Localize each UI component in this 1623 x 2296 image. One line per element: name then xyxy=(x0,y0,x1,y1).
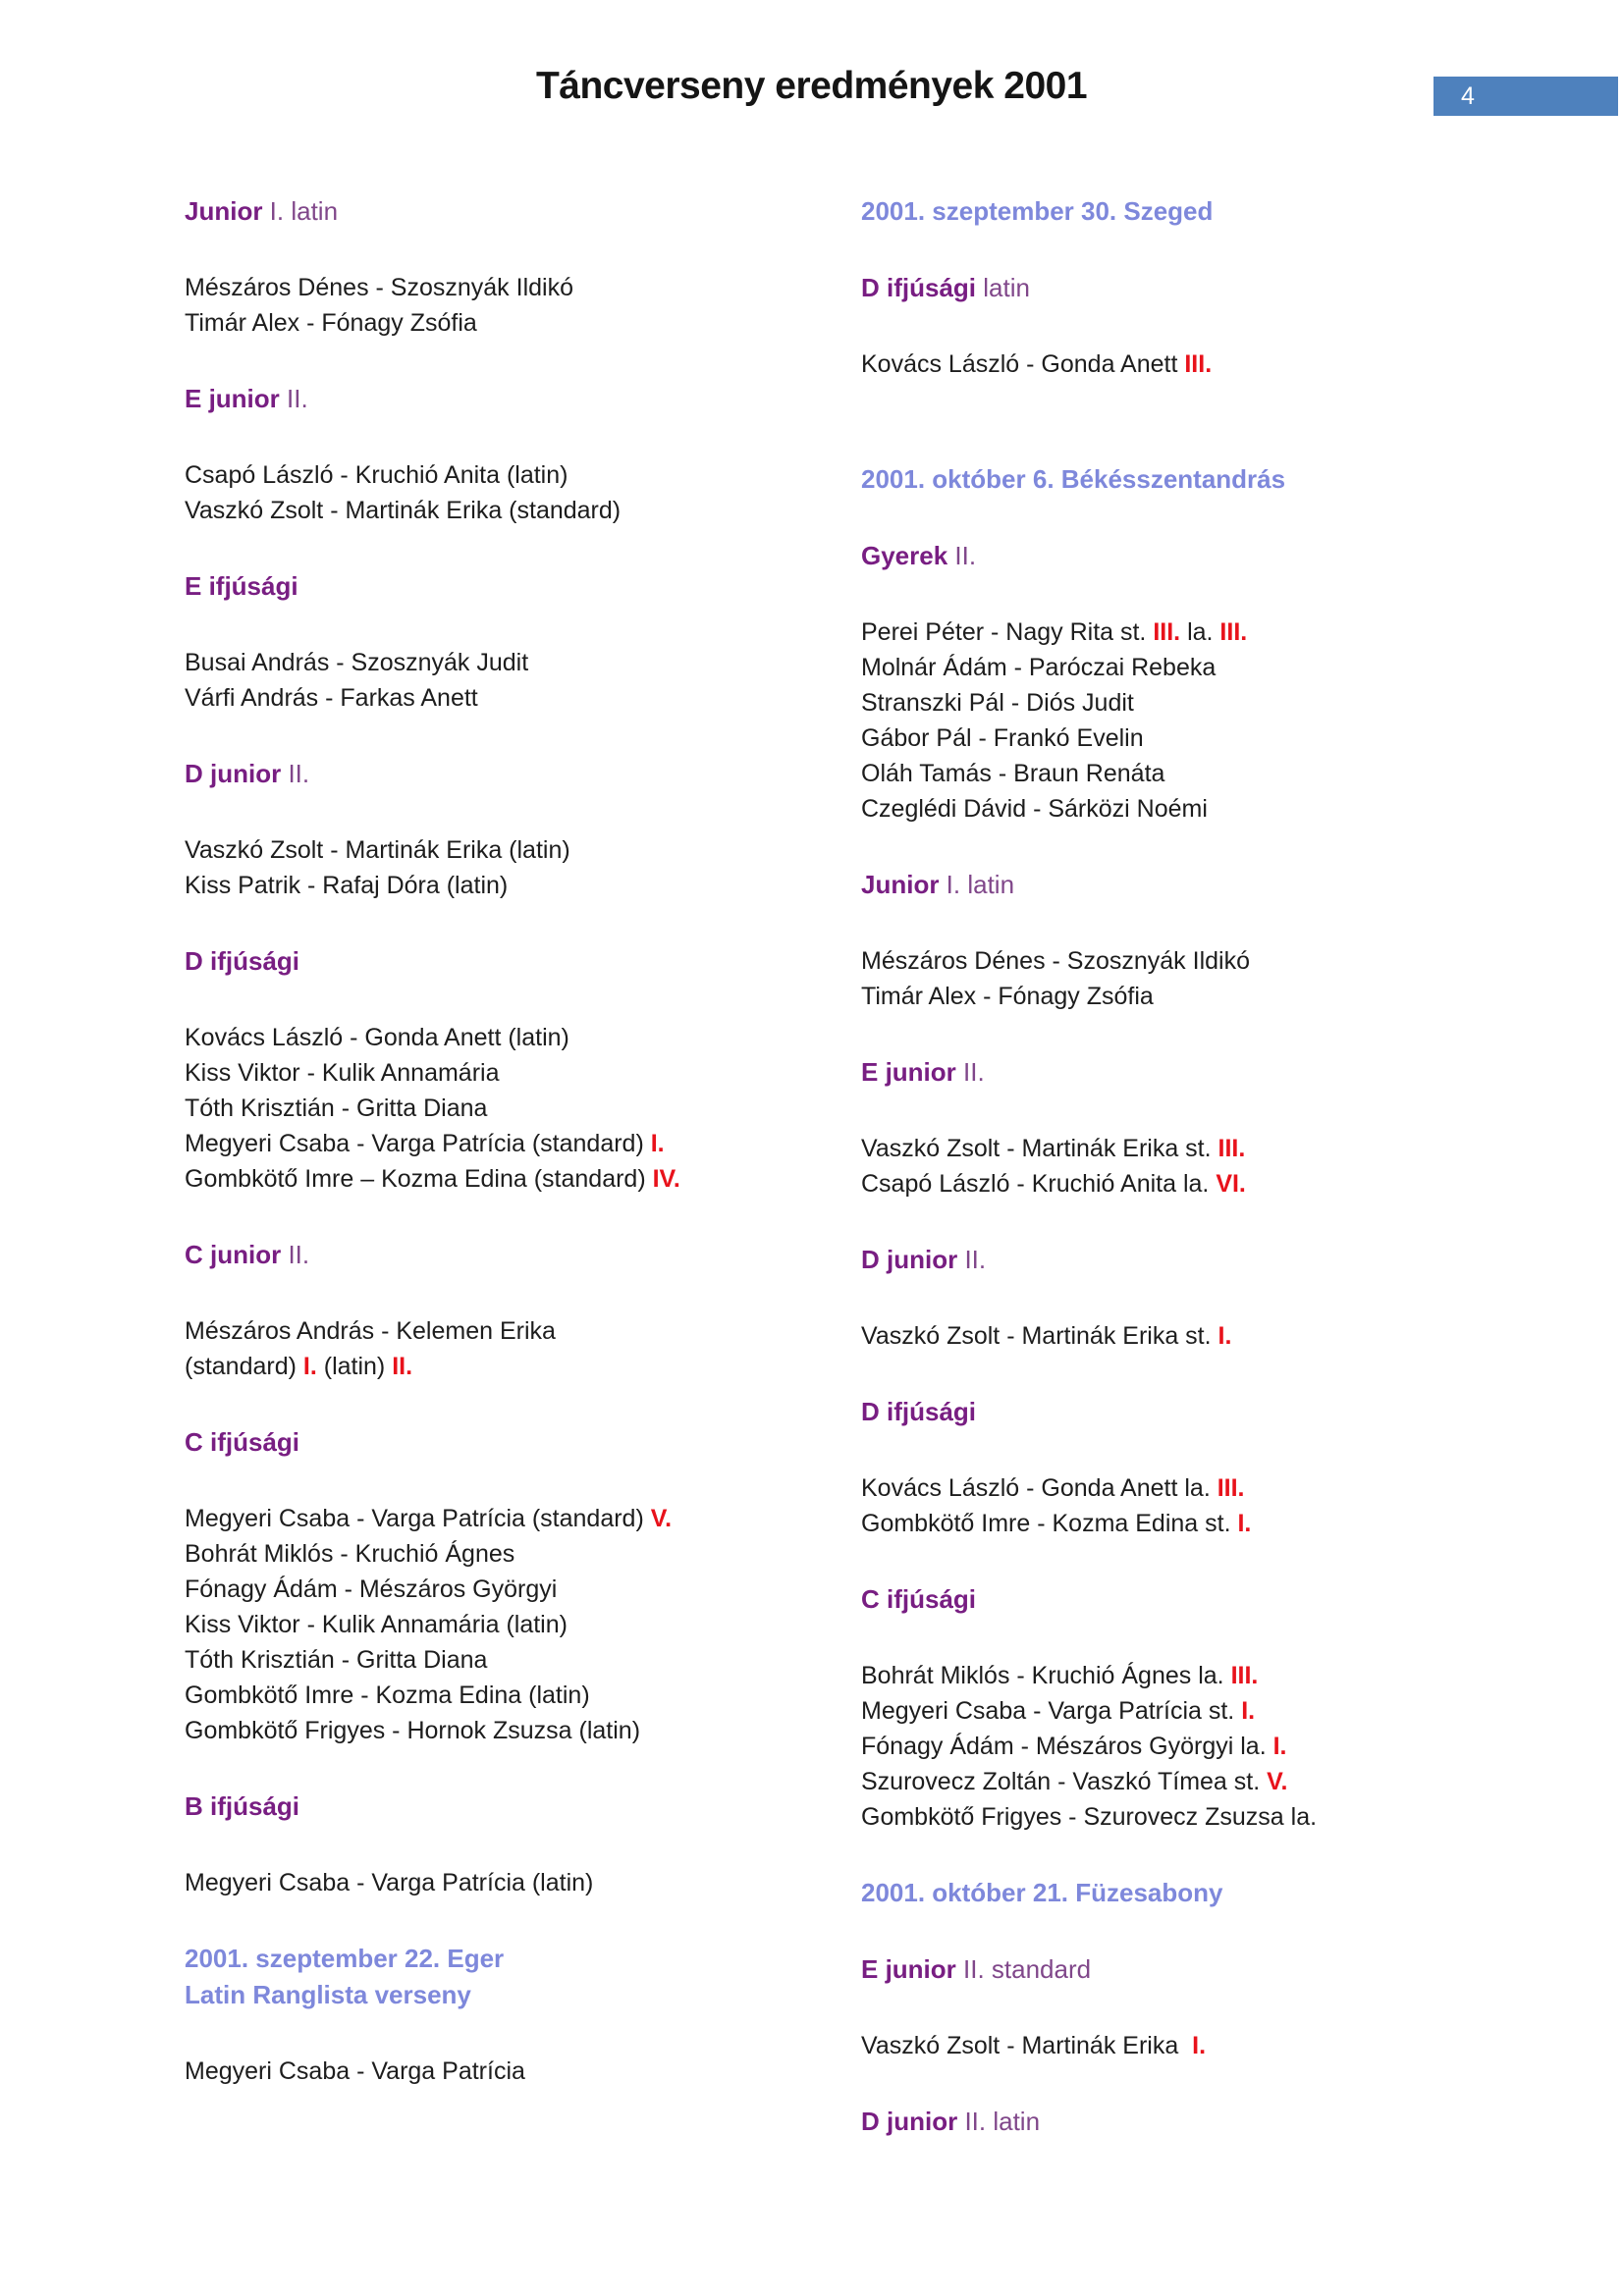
text-line xyxy=(861,193,1529,230)
event-date-heading xyxy=(861,193,1529,230)
text-line xyxy=(185,568,852,605)
placement-result: I. xyxy=(1192,2032,1207,2059)
heading-strong-text: D junior xyxy=(861,1245,965,1274)
text-line xyxy=(185,645,852,680)
text-line xyxy=(185,1941,852,1977)
category-heading xyxy=(861,867,1529,903)
text-line xyxy=(185,1977,852,2013)
placement-result: II. xyxy=(392,1353,413,1380)
text-line xyxy=(861,791,1529,827)
couple-text: Mészáros Dénes - Szosznyák Ildikó xyxy=(185,274,573,301)
category-heading xyxy=(185,1237,852,1273)
text-line xyxy=(185,1424,852,1461)
event-date-text: 2001. október 21. Füzesabony xyxy=(861,1878,1223,1907)
heading-light-text: II. xyxy=(288,1240,310,1269)
text-line xyxy=(861,867,1529,903)
event-date-text: 2001. szeptember 22. Eger xyxy=(185,1944,505,1973)
heading-strong-text: C junior xyxy=(185,1240,289,1269)
text-line xyxy=(861,2028,1529,2063)
text-line xyxy=(185,1091,852,1126)
couple-text: Gombkötő Frigyes - Hornok Zsuzsa (latin) xyxy=(185,1717,641,1744)
couple-text: Vaszkó Zsolt - Martinák Erika (standard) xyxy=(185,497,622,524)
text-line xyxy=(861,1729,1529,1764)
text-line xyxy=(861,1658,1529,1693)
category-heading xyxy=(185,193,852,230)
placement-result: III. xyxy=(1219,618,1248,646)
results-paragraph xyxy=(861,943,1529,1014)
heading-strong-text: C ifjúsági xyxy=(185,1427,300,1457)
couple-text: Tóth Krisztián - Gritta Diana xyxy=(185,1646,488,1674)
text-line xyxy=(185,2054,852,2089)
couple-text: Czeglédi Dávid - Sárközi Noémi xyxy=(861,795,1208,823)
text-line xyxy=(185,1161,852,1197)
heading-light-text: II. xyxy=(954,541,977,570)
text-line xyxy=(185,1642,852,1678)
couple-text: Molnár Ádám - Paróczai Rebeka xyxy=(861,654,1217,681)
text-line xyxy=(185,832,852,868)
couple-text: Kiss Patrik - Rafaj Dóra (latin) xyxy=(185,872,509,899)
text-line xyxy=(861,538,1529,574)
category-heading xyxy=(185,381,852,417)
placement-result: III. xyxy=(1217,1135,1246,1162)
couple-text: Fónagy Ádám - Mészáros Györgyi la. xyxy=(861,1733,1273,1760)
results-paragraph xyxy=(861,1658,1529,1835)
couple-text: Mészáros Dénes - Szosznyák Ildikó xyxy=(861,947,1250,975)
couple-text: (standard) xyxy=(185,1353,303,1380)
results-paragraph xyxy=(185,1865,852,1900)
text-line xyxy=(185,1020,852,1055)
text-line xyxy=(185,756,852,792)
text-line xyxy=(861,461,1529,498)
results-paragraph xyxy=(185,1020,852,1197)
text-line xyxy=(861,756,1529,791)
heading-light-text: I. latin xyxy=(269,196,339,226)
heading-light-text: latin xyxy=(983,273,1030,302)
text-line xyxy=(185,1126,852,1161)
text-line xyxy=(861,1054,1529,1091)
results-paragraph xyxy=(861,2028,1529,2063)
column-left xyxy=(185,193,852,2129)
category-heading xyxy=(861,1054,1529,1091)
text-line xyxy=(861,1506,1529,1541)
text-line xyxy=(861,1875,1529,1911)
text-line xyxy=(185,1789,852,1825)
text-line xyxy=(185,493,852,528)
heading-strong-text: D ifjúsági xyxy=(861,273,984,302)
heading-strong-text: Junior xyxy=(185,196,270,226)
column-right xyxy=(861,193,1529,2180)
placement-result: III. xyxy=(1217,1474,1245,1502)
couple-text: la. xyxy=(1180,618,1220,646)
placement-result: I. xyxy=(1237,1510,1252,1537)
couple-text: Szurovecz Zoltán - Vaszkó Tímea st. xyxy=(861,1768,1268,1795)
results-paragraph xyxy=(185,1313,852,1384)
category-heading xyxy=(861,1951,1529,1988)
placement-result: VI. xyxy=(1216,1170,1246,1198)
text-line xyxy=(861,1693,1529,1729)
text-line xyxy=(861,1394,1529,1430)
placement-result: I. xyxy=(1272,1733,1287,1760)
couple-text: Oláh Tamás - Braun Renáta xyxy=(861,760,1165,787)
couple-text: (latin) xyxy=(316,1353,393,1380)
text-line xyxy=(185,1865,852,1900)
heading-strong-text: Junior xyxy=(861,870,947,899)
text-line xyxy=(185,1572,852,1607)
text-line xyxy=(861,1951,1529,1988)
couple-text: Kovács László - Gonda Anett (latin) xyxy=(185,1024,569,1051)
text-line xyxy=(185,943,852,980)
text-line xyxy=(861,1581,1529,1618)
heading-light-text: II. standard xyxy=(963,1954,1092,1984)
text-line xyxy=(185,457,852,493)
category-heading xyxy=(185,1424,852,1461)
heading-light-text: II. xyxy=(964,1245,987,1274)
placement-result: I. xyxy=(302,1353,317,1380)
couple-text: Megyeri Csaba - Varga Patrícia (standard) xyxy=(185,1130,651,1157)
text-line xyxy=(861,2104,1529,2140)
heading-light-text: II. xyxy=(963,1057,985,1087)
couple-text: Kiss Viktor - Kulik Annamária xyxy=(185,1059,500,1087)
page-title: Táncverseny eredmények 2001 xyxy=(535,65,1088,107)
category-heading xyxy=(185,1789,852,1825)
heading-strong-text: D junior xyxy=(185,759,289,788)
couple-text: Timár Alex - Fónagy Zsófia xyxy=(185,309,477,337)
results-paragraph xyxy=(185,832,852,903)
text-line xyxy=(185,1349,852,1384)
text-line xyxy=(185,1678,852,1713)
couple-text: Gombkötő Imre - Kozma Edina (latin) xyxy=(185,1682,590,1709)
category-heading xyxy=(185,943,852,980)
text-line xyxy=(185,1607,852,1642)
results-paragraph xyxy=(185,2054,852,2089)
placement-result: III. xyxy=(1153,618,1181,646)
text-line xyxy=(185,1313,852,1349)
category-heading xyxy=(185,756,852,792)
couple-text: Csapó László - Kruchió Anita la. xyxy=(861,1170,1217,1198)
text-line xyxy=(185,1055,852,1091)
category-heading xyxy=(185,568,852,605)
placement-result: III. xyxy=(1230,1662,1259,1689)
heading-strong-text: D ifjúsági xyxy=(861,1397,977,1426)
couple-text: Megyeri Csaba - Varga Patrícia (latin) xyxy=(185,1869,594,1896)
category-heading xyxy=(861,1242,1529,1278)
results-paragraph xyxy=(861,1318,1529,1354)
text-line xyxy=(861,270,1529,306)
placement-result: I. xyxy=(650,1130,665,1157)
category-heading xyxy=(861,270,1529,306)
text-line xyxy=(861,1764,1529,1799)
results-paragraph xyxy=(185,457,852,528)
heading-strong-text: B ifjúsági xyxy=(185,1791,300,1821)
heading-light-text: II. latin xyxy=(964,2107,1041,2136)
text-line xyxy=(185,193,852,230)
event-date-heading xyxy=(861,1875,1529,1911)
category-heading xyxy=(861,1394,1529,1430)
couple-text: Fónagy Ádám - Mészáros Györgyi xyxy=(185,1575,558,1603)
couple-text: Mészáros András - Kelemen Erika xyxy=(185,1317,556,1345)
text-line xyxy=(185,381,852,417)
results-paragraph xyxy=(185,270,852,341)
text-line xyxy=(861,1470,1529,1506)
couple-text: Megyeri Csaba - Varga Patrícia st. xyxy=(861,1697,1242,1725)
results-paragraph xyxy=(861,347,1529,382)
couple-text: Kovács László - Gonda Anett la. xyxy=(861,1474,1217,1502)
text-line xyxy=(861,979,1529,1014)
heading-strong-text: E ifjúsági xyxy=(185,571,298,601)
heading-light-text: II. xyxy=(288,759,310,788)
heading-strong-text: C ifjúsági xyxy=(861,1584,977,1614)
couple-text: Bohrát Miklós - Kruchió Ágnes xyxy=(185,1540,515,1568)
text-line xyxy=(185,1536,852,1572)
text-line xyxy=(861,1242,1529,1278)
results-paragraph xyxy=(185,1501,852,1748)
text-line xyxy=(185,1501,852,1536)
results-paragraph xyxy=(861,614,1529,827)
event-date-text: Latin Ranglista verseny xyxy=(185,1980,471,2009)
couple-text: Vaszkó Zsolt - Martinák Erika xyxy=(861,2032,1193,2059)
couple-text: Csapó László - Kruchió Anita (latin) xyxy=(185,461,568,489)
couple-text: Gombkötő Frigyes - Szurovecz Zsuzsa la. xyxy=(861,1803,1318,1831)
text-line xyxy=(861,1799,1529,1835)
placement-result: I. xyxy=(1217,1322,1232,1350)
heading-strong-text: D ifjúsági xyxy=(185,946,300,976)
couple-text: Stranszki Pál - Diós Judit xyxy=(861,689,1134,717)
event-date-text: 2001. október 6. Békésszentandrás xyxy=(861,464,1286,494)
couple-text: Kovács László - Gonda Anett xyxy=(861,350,1185,378)
text-line xyxy=(861,721,1529,756)
couple-text: Várfi András - Farkas Anett xyxy=(185,684,478,712)
text-line xyxy=(861,1131,1529,1166)
results-paragraph xyxy=(861,1470,1529,1541)
text-line xyxy=(861,685,1529,721)
couple-text: Gombkötő Imre – Kozma Edina (standard) xyxy=(185,1165,653,1193)
placement-result: V. xyxy=(650,1505,673,1532)
text-line xyxy=(185,305,852,341)
couple-text: Kiss Viktor - Kulik Annamária (latin) xyxy=(185,1611,568,1638)
event-date-text: 2001. szeptember 30. Szeged xyxy=(861,196,1214,226)
heading-strong-text: D junior xyxy=(861,2107,965,2136)
text-line xyxy=(185,1237,852,1273)
heading-strong-text: E junior xyxy=(861,1954,963,1984)
text-line xyxy=(185,270,852,305)
category-heading xyxy=(861,538,1529,574)
text-line xyxy=(861,1166,1529,1201)
text-line xyxy=(861,347,1529,382)
couple-text: Gábor Pál - Frankó Evelin xyxy=(861,724,1144,752)
results-paragraph xyxy=(861,1131,1529,1201)
text-line xyxy=(185,1713,852,1748)
couple-text: Vaszkó Zsolt - Martinák Erika st. xyxy=(861,1322,1218,1350)
text-line xyxy=(861,614,1529,650)
couple-text: Vaszkó Zsolt - Martinák Erika (latin) xyxy=(185,836,570,864)
category-heading xyxy=(861,1581,1529,1618)
couple-text: Vaszkó Zsolt - Martinák Erika st. xyxy=(861,1135,1218,1162)
heading-light-text: II. xyxy=(287,384,308,413)
page-number-box xyxy=(1434,77,1618,116)
page-number: 4 xyxy=(1461,81,1475,110)
placement-result: V. xyxy=(1267,1768,1288,1795)
heading-light-text: I. latin xyxy=(946,870,1015,899)
event-date-heading xyxy=(185,1941,852,2013)
text-line xyxy=(861,943,1529,979)
text-line xyxy=(185,868,852,903)
heading-strong-text: Gyerek xyxy=(861,541,955,570)
category-heading xyxy=(861,2104,1529,2140)
couple-text: Timár Alex - Fónagy Zsófia xyxy=(861,983,1154,1010)
text-line xyxy=(861,1318,1529,1354)
event-date-heading xyxy=(861,461,1529,498)
couple-text: Megyeri Csaba - Varga Patrícia xyxy=(185,2057,525,2085)
results-paragraph xyxy=(185,645,852,716)
couple-text: Busai András - Szosznyák Judit xyxy=(185,649,529,676)
placement-result: IV. xyxy=(652,1165,680,1193)
couple-text: Gombkötő Imre - Kozma Edina st. xyxy=(861,1510,1238,1537)
couple-text: Megyeri Csaba - Varga Patrícia (standard) xyxy=(185,1505,651,1532)
couple-text: Bohrát Miklós - Kruchió Ágnes la. xyxy=(861,1662,1231,1689)
placement-result: I. xyxy=(1241,1697,1256,1725)
heading-strong-text: E junior xyxy=(861,1057,963,1087)
text-line xyxy=(185,680,852,716)
text-line xyxy=(861,650,1529,685)
placement-result: III. xyxy=(1184,350,1213,378)
heading-strong-text: E junior xyxy=(185,384,287,413)
couple-text: Perei Péter - Nagy Rita st. xyxy=(861,618,1154,646)
couple-text: Tóth Krisztián - Gritta Diana xyxy=(185,1095,488,1122)
